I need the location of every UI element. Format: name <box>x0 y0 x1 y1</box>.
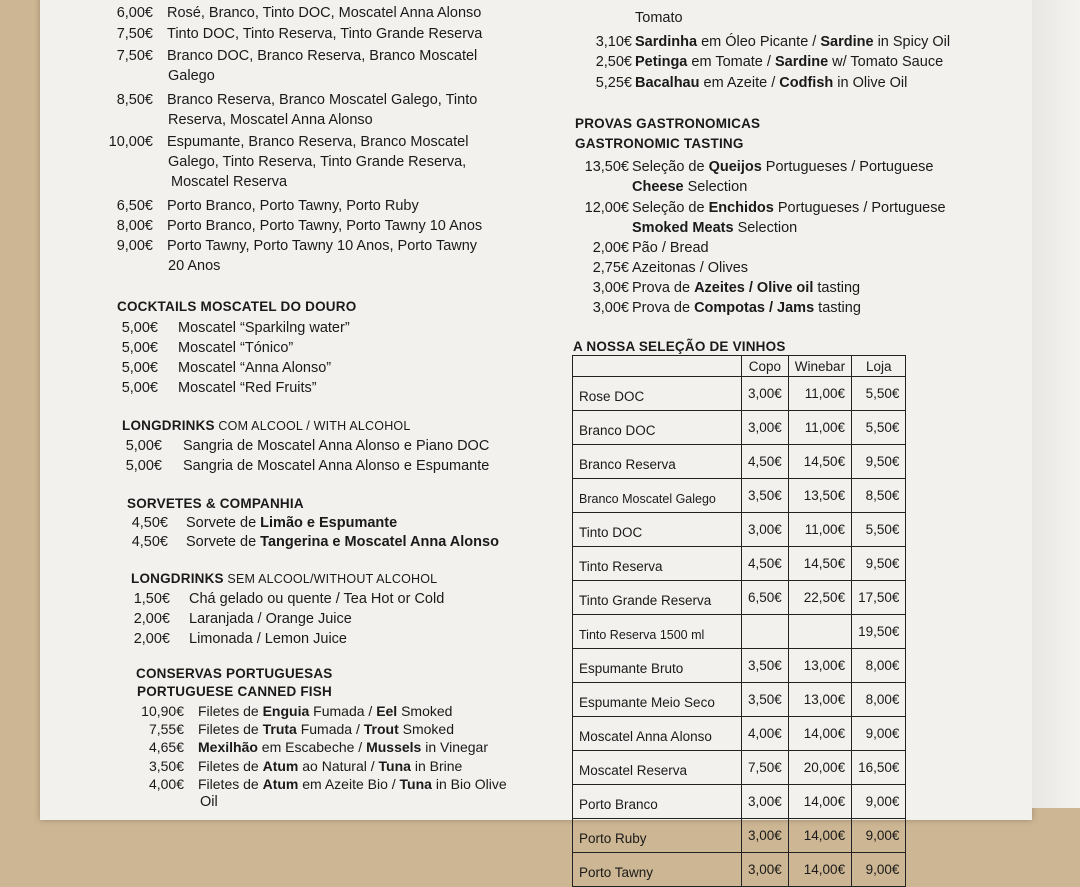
wine-name: Tinto Reserva <box>573 547 742 581</box>
text-fragment: em Tomate / <box>687 54 775 70</box>
menu-row-continuation <box>632 177 747 197</box>
item-description: Moscatel “Red Fruits” <box>178 380 317 396</box>
wine-name: Porto Branco <box>573 785 742 819</box>
price-copo: 7,50€ <box>742 751 789 785</box>
price-copo <box>742 615 789 649</box>
text-fragment: Atum <box>262 758 299 774</box>
wine-name: Moscatel Anna Alonso <box>573 717 742 751</box>
price-loja: 16,50€ <box>852 751 906 785</box>
text-fragment: in Olive Oil <box>833 75 908 91</box>
item-description <box>198 737 488 757</box>
item-price: 5,00€ <box>125 458 162 474</box>
text-fragment: Fumada / <box>296 721 364 737</box>
heading-text: SORVETES & COMPANHIA <box>127 496 304 511</box>
price-loja: 5,50€ <box>852 377 906 411</box>
text-fragment: Azeitonas / Olives <box>632 260 749 276</box>
item-price: 4,50€ <box>131 515 168 531</box>
item-description <box>186 532 499 552</box>
page-edge <box>1032 0 1080 808</box>
item-description: Porto Tawny, Porto Tawny 10 Anos, Porto Tawny <box>167 238 478 254</box>
wine-row <box>573 853 906 887</box>
item-price: 7,50€ <box>116 26 153 42</box>
item-description <box>632 298 861 318</box>
wine-name: Branco Moscatel Galego <box>573 479 742 513</box>
item-description <box>632 238 709 258</box>
menu-row-continuation <box>632 218 797 238</box>
price-winebar: 22,50€ <box>788 581 851 615</box>
wines-heading <box>573 339 786 354</box>
wine-row <box>573 683 906 717</box>
text-fragment: Atum <box>262 776 299 792</box>
text-fragment: Queijos <box>708 159 762 175</box>
wine-name: Porto Ruby <box>573 819 742 853</box>
price-loja: 9,00€ <box>852 853 906 887</box>
item-price: 3,00€ <box>592 300 629 316</box>
wine-name: Porto Tawny <box>573 853 742 887</box>
item-description: Sangria de Moscatel Anna Alonso e Espumante <box>183 458 490 474</box>
item-price: 3,10€ <box>595 34 632 50</box>
text-fragment: Selection <box>683 179 748 195</box>
item-price: 10,90€ <box>141 703 184 719</box>
price-loja: 9,50€ <box>852 547 906 581</box>
item-price: 2,75€ <box>592 260 629 276</box>
menu-row-continuation: Galego <box>168 68 215 84</box>
text-fragment: in Spicy Oil <box>873 34 951 50</box>
price-copo: 3,00€ <box>742 853 789 887</box>
text-fragment: em Escabeche / <box>257 739 367 755</box>
text-fragment: Portugueses / Portuguese <box>761 159 934 175</box>
text-fragment: Bacalhau <box>635 75 700 91</box>
price-loja: 17,50€ <box>852 581 906 615</box>
wine-row <box>573 445 906 479</box>
wine-name: Branco DOC <box>573 411 742 445</box>
item-description: Chá gelado ou quente / Tea Hot or Cold <box>189 591 445 607</box>
price-winebar: 11,00€ <box>788 513 851 547</box>
price-winebar: 13,00€ <box>788 649 851 683</box>
price-winebar: 13,00€ <box>788 683 851 717</box>
price-loja: 9,00€ <box>852 785 906 819</box>
text-fragment: Codfish <box>779 75 834 91</box>
text-fragment: Portugueses / Portuguese <box>773 200 946 216</box>
item-price: 9,00€ <box>116 238 153 254</box>
item-description <box>632 157 933 177</box>
item-price: 5,00€ <box>121 340 158 356</box>
text-fragment: Prova de <box>632 280 695 296</box>
menu-row-continuation: 20 Anos <box>168 258 221 274</box>
price-loja: 9,50€ <box>852 445 906 479</box>
text-fragment: Mexilhão <box>198 739 258 755</box>
wine-row <box>573 479 906 513</box>
text-fragment: Tangerina e Moscatel Anna Alonso <box>260 534 499 550</box>
text-fragment: em Azeite Bio / <box>298 776 400 792</box>
text-fragment: Tuna <box>378 758 411 774</box>
text-fragment: Eel <box>376 703 398 719</box>
price-copo: 4,50€ <box>742 547 789 581</box>
item-price: 8,50€ <box>116 92 153 108</box>
price-loja: 5,50€ <box>852 411 906 445</box>
text-fragment: Seleção de <box>632 159 709 175</box>
text-fragment: Smoked <box>397 703 453 719</box>
heading-text: GASTRONOMIC TASTING <box>575 136 744 151</box>
text-fragment: Sardinha <box>635 34 698 50</box>
wine-name: Moscatel Reserva <box>573 751 742 785</box>
item-description <box>635 73 907 93</box>
item-price: 2,50€ <box>595 54 632 70</box>
item-description <box>632 198 946 218</box>
item-description <box>198 701 452 721</box>
longdrinks-alcohol-heading <box>122 418 411 433</box>
item-price: 12,00€ <box>584 200 629 216</box>
text-fragment: in Vinegar <box>421 739 489 755</box>
text-fragment: Sardine <box>820 34 874 50</box>
item-price: 13,50€ <box>584 159 629 175</box>
text-fragment: Smoked Meats <box>632 220 734 236</box>
item-price: 2,00€ <box>133 611 170 627</box>
text-fragment: Sorvete de <box>186 515 261 531</box>
col-loja-header: Loja <box>852 356 906 377</box>
text-fragment: Smoked <box>398 721 454 737</box>
text-fragment: Seleção de <box>632 200 709 216</box>
wine-row <box>573 785 906 819</box>
item-description <box>635 32 950 52</box>
heading-text: PORTUGUESE CANNED FISH <box>137 684 332 699</box>
price-copo: 4,00€ <box>742 717 789 751</box>
item-price: 3,00€ <box>592 280 629 296</box>
text-fragment: Truta <box>262 721 297 737</box>
wine-row <box>573 717 906 751</box>
price-loja: 9,00€ <box>852 819 906 853</box>
text-fragment: in Bio Olive <box>431 776 507 792</box>
text-fragment: em Azeite / <box>699 75 780 91</box>
sorvetes-heading <box>127 496 304 511</box>
item-price: 1,50€ <box>133 591 170 607</box>
item-description <box>635 8 683 28</box>
text-fragment: Tomato <box>635 10 683 26</box>
price-copo: 3,00€ <box>742 785 789 819</box>
text-fragment: Sorvete de <box>186 534 261 550</box>
price-winebar: 14,50€ <box>788 445 851 479</box>
conservas-heading-en <box>137 684 332 699</box>
text-fragment: Prova de <box>632 300 695 316</box>
wine-row <box>573 615 906 649</box>
price-winebar: 20,00€ <box>788 751 851 785</box>
item-description: Branco Reserva, Branco Moscatel Galego, Tinto <box>167 92 478 108</box>
price-copo: 3,50€ <box>742 479 789 513</box>
price-winebar <box>788 615 851 649</box>
item-description: Laranjada / Orange Juice <box>189 611 352 627</box>
text-fragment: Mussels <box>366 739 422 755</box>
price-winebar: 11,00€ <box>788 377 851 411</box>
item-price: 7,50€ <box>116 48 153 64</box>
text-fragment: in Brine <box>410 758 463 774</box>
text-fragment: Compotas / Jams <box>694 300 815 316</box>
text-fragment: Pão / Bread <box>632 240 709 256</box>
price-copo: 3,00€ <box>742 819 789 853</box>
text-fragment: Fumada / <box>309 703 377 719</box>
item-description: Porto Branco, Porto Tawny, Porto Ruby <box>167 198 419 214</box>
text-fragment: Enguia <box>262 703 310 719</box>
price-winebar: 14,00€ <box>788 785 851 819</box>
item-description: Branco DOC, Branco Reserva, Branco Moscatel <box>167 48 478 64</box>
wine-name-header <box>573 356 742 377</box>
item-price: 4,50€ <box>131 534 168 550</box>
item-price: 6,50€ <box>116 198 153 214</box>
text-fragment: Trout <box>363 721 399 737</box>
text-fragment: Selection <box>733 220 798 236</box>
item-price: 7,55€ <box>148 721 184 737</box>
heading-text: SEM ALCOOL/WITHOUT ALCOHOL <box>223 572 438 586</box>
price-copo: 4,50€ <box>742 445 789 479</box>
item-description: Espumante, Branco Reserva, Branco Moscatel <box>167 134 469 150</box>
item-description <box>186 513 397 533</box>
item-description <box>632 258 748 278</box>
text-fragment: Filetes de <box>198 721 263 737</box>
price-winebar: 14,00€ <box>788 819 851 853</box>
item-description: Moscatel “Sparkilng water” <box>178 320 350 336</box>
wine-name: Espumante Bruto <box>573 649 742 683</box>
item-price: 5,00€ <box>121 320 158 336</box>
provas-heading-en <box>575 136 744 151</box>
price-winebar: 11,00€ <box>788 411 851 445</box>
item-price: 5,00€ <box>121 380 158 396</box>
item-description <box>198 774 507 794</box>
wine-row <box>573 751 906 785</box>
text-fragment: Enchidos <box>708 200 774 216</box>
item-description <box>198 756 462 776</box>
heading-text: PROVAS GASTRONOMICAS <box>575 116 761 131</box>
price-loja: 9,00€ <box>852 717 906 751</box>
text-fragment: ao Natural / <box>298 758 379 774</box>
wine-name: Tinto DOC <box>573 513 742 547</box>
text-fragment: tasting <box>813 280 861 296</box>
price-loja: 8,50€ <box>852 479 906 513</box>
text-fragment: tasting <box>814 300 861 316</box>
item-description <box>632 278 860 298</box>
price-copo: 6,50€ <box>742 581 789 615</box>
text-fragment: Cheese <box>632 179 684 195</box>
item-price: 4,00€ <box>148 776 184 792</box>
item-price: 5,00€ <box>125 438 162 454</box>
col-copo-header: Copo <box>742 356 789 377</box>
item-description: Moscatel “Anna Alonso” <box>178 360 332 376</box>
heading-text: LONGDRINKS <box>122 418 215 433</box>
price-winebar: 14,00€ <box>788 853 851 887</box>
wine-row <box>573 819 906 853</box>
item-price: 6,00€ <box>116 5 153 21</box>
item-description: Rosé, Branco, Tinto DOC, Moscatel Anna Alonso <box>167 5 482 21</box>
wine-name: Branco Reserva <box>573 445 742 479</box>
item-description <box>635 52 943 72</box>
item-price: 5,00€ <box>121 360 158 376</box>
wine-name: Tinto Grande Reserva <box>573 581 742 615</box>
text-fragment: Filetes de <box>198 703 263 719</box>
text-fragment: Azeites / Olive oil <box>694 280 814 296</box>
cocktails-heading <box>117 299 356 314</box>
wine-row <box>573 377 906 411</box>
menu-row-continuation: Moscatel Reserva <box>171 174 288 190</box>
heading-text: LONGDRINKS <box>131 571 224 586</box>
wine-row <box>573 513 906 547</box>
menu-row-continuation: Galego, Tinto Reserva, Tinto Grande Reserva, <box>168 154 467 170</box>
text-fragment: Tuna <box>399 776 432 792</box>
wine-table-header <box>573 356 906 377</box>
price-copo: 3,50€ <box>742 683 789 717</box>
text-fragment: Sardine <box>774 54 829 70</box>
wine-row <box>573 649 906 683</box>
item-price: 8,00€ <box>116 218 153 234</box>
price-copo: 3,50€ <box>742 649 789 683</box>
price-winebar: 14,50€ <box>788 547 851 581</box>
price-winebar: 14,00€ <box>788 717 851 751</box>
menu-row-continuation: Reserva, Moscatel Anna Alonso <box>168 112 373 128</box>
wine-row <box>573 581 906 615</box>
longdrinks-no-alcohol-heading <box>131 571 437 586</box>
heading-text: COM ALCOOL / WITH ALCOHOL <box>214 419 411 433</box>
text-fragment: Filetes de <box>198 758 263 774</box>
item-description: Limonada / Lemon Juice <box>189 631 347 647</box>
item-price: 10,00€ <box>108 134 153 150</box>
text-fragment: w/ Tomato Sauce <box>828 54 944 70</box>
item-description: Porto Branco, Porto Tawny, Porto Tawny 10 Anos <box>167 218 483 234</box>
item-description <box>198 719 454 739</box>
wine-name: Espumante Meio Seco <box>573 683 742 717</box>
text-fragment: em Óleo Picante / <box>697 34 821 50</box>
heading-text: CONSERVAS PORTUGUESAS <box>136 666 333 681</box>
wine-table <box>572 355 906 887</box>
text-fragment: Petinga <box>635 54 688 70</box>
price-copo: 3,00€ <box>742 377 789 411</box>
text-fragment: Filetes de <box>198 776 263 792</box>
price-loja: 8,00€ <box>852 683 906 717</box>
price-loja: 8,00€ <box>852 649 906 683</box>
price-copo: 3,00€ <box>742 411 789 445</box>
item-price: 5,25€ <box>595 75 632 91</box>
heading-text: COCKTAILS MOSCATEL DO DOURO <box>117 299 357 314</box>
wine-row <box>573 547 906 581</box>
price-loja: 19,50€ <box>852 615 906 649</box>
price-winebar: 13,50€ <box>788 479 851 513</box>
conservas-heading <box>136 666 332 681</box>
item-price: 2,00€ <box>592 240 629 256</box>
item-description: Tinto DOC, Tinto Reserva, Tinto Grande Reserva <box>167 26 483 42</box>
provas-heading <box>575 116 760 131</box>
item-price: 3,50€ <box>148 758 184 774</box>
wine-row <box>573 411 906 445</box>
heading-text: A NOSSA SELEÇÃO DE VINHOS <box>573 339 786 354</box>
item-description: Sangria de Moscatel Anna Alonso e Piano DOC <box>183 438 490 454</box>
price-copo: 3,00€ <box>742 513 789 547</box>
wine-name: Tinto Reserva 1500 ml <box>573 615 742 649</box>
col-winebar-header: Winebar <box>788 356 851 377</box>
menu-row-continuation: Oil <box>200 794 218 810</box>
wine-name: Rose DOC <box>573 377 742 411</box>
item-price: 4,65€ <box>148 739 184 755</box>
item-price: 2,00€ <box>133 631 170 647</box>
text-fragment: Limão e Espumante <box>260 515 398 531</box>
price-loja: 5,50€ <box>852 513 906 547</box>
item-description: Moscatel “Tónico” <box>178 340 294 356</box>
